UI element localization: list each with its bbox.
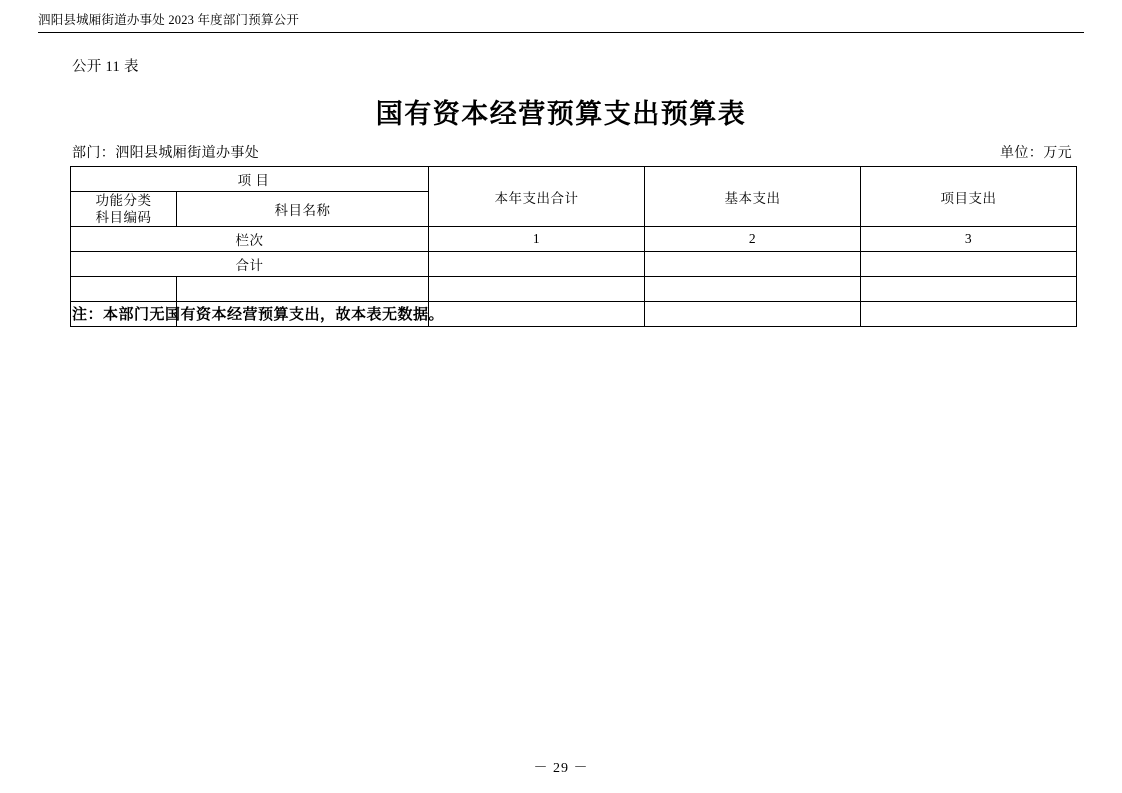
column-index-label: 栏次 (71, 227, 429, 252)
table-total-row (71, 252, 1077, 277)
table-column-index-row (71, 227, 1077, 252)
header-group-item: 项 目 (71, 167, 429, 192)
total-row-basic (645, 252, 861, 277)
header-function-code (71, 192, 177, 227)
row-function-code (71, 277, 177, 302)
meta-row (72, 142, 1074, 162)
header-subject-name: 科目名称 (177, 192, 429, 227)
total-row-project (861, 252, 1077, 277)
header-function-code-line2: 科目编码 (95, 210, 152, 225)
page-number: － 29 － (533, 761, 589, 776)
column-index-1: 1 (429, 227, 645, 252)
header-project-expenditure: 项目支出 (861, 167, 1077, 227)
total-row-total (429, 252, 645, 277)
row-subject-name (177, 277, 429, 302)
header-basic-expenditure: 基本支出 (645, 167, 861, 227)
column-index-3: 3 (861, 227, 1077, 252)
department-label: 部门：泗阳县城厢街道办事处 (72, 146, 260, 161)
total-row-label: 合计 (71, 252, 429, 277)
unit-label: 单位：万元 (1000, 146, 1072, 161)
table-note: 注：本部门无国有资本经营预算支出，故本表无数据。 (72, 305, 445, 323)
row-project (861, 277, 1077, 302)
running-header: 泗阳县城厢街道办事处 2023 年度部门预算公开 (38, 10, 1084, 33)
table-header-row-group (71, 167, 1077, 192)
header-function-code-line1: 功能分类 (95, 193, 152, 208)
page-title: 国有资本经营预算支出预算表 (375, 99, 747, 130)
row-total (429, 302, 645, 327)
row-project (861, 302, 1077, 327)
row-basic (645, 302, 861, 327)
row-basic (645, 277, 861, 302)
table-row (71, 277, 1077, 302)
column-index-2: 2 (645, 227, 861, 252)
row-total (429, 277, 645, 302)
sheet-number-label: 公开 11 表 (72, 59, 139, 75)
header-total-expenditure: 本年支出合计 (429, 167, 645, 227)
